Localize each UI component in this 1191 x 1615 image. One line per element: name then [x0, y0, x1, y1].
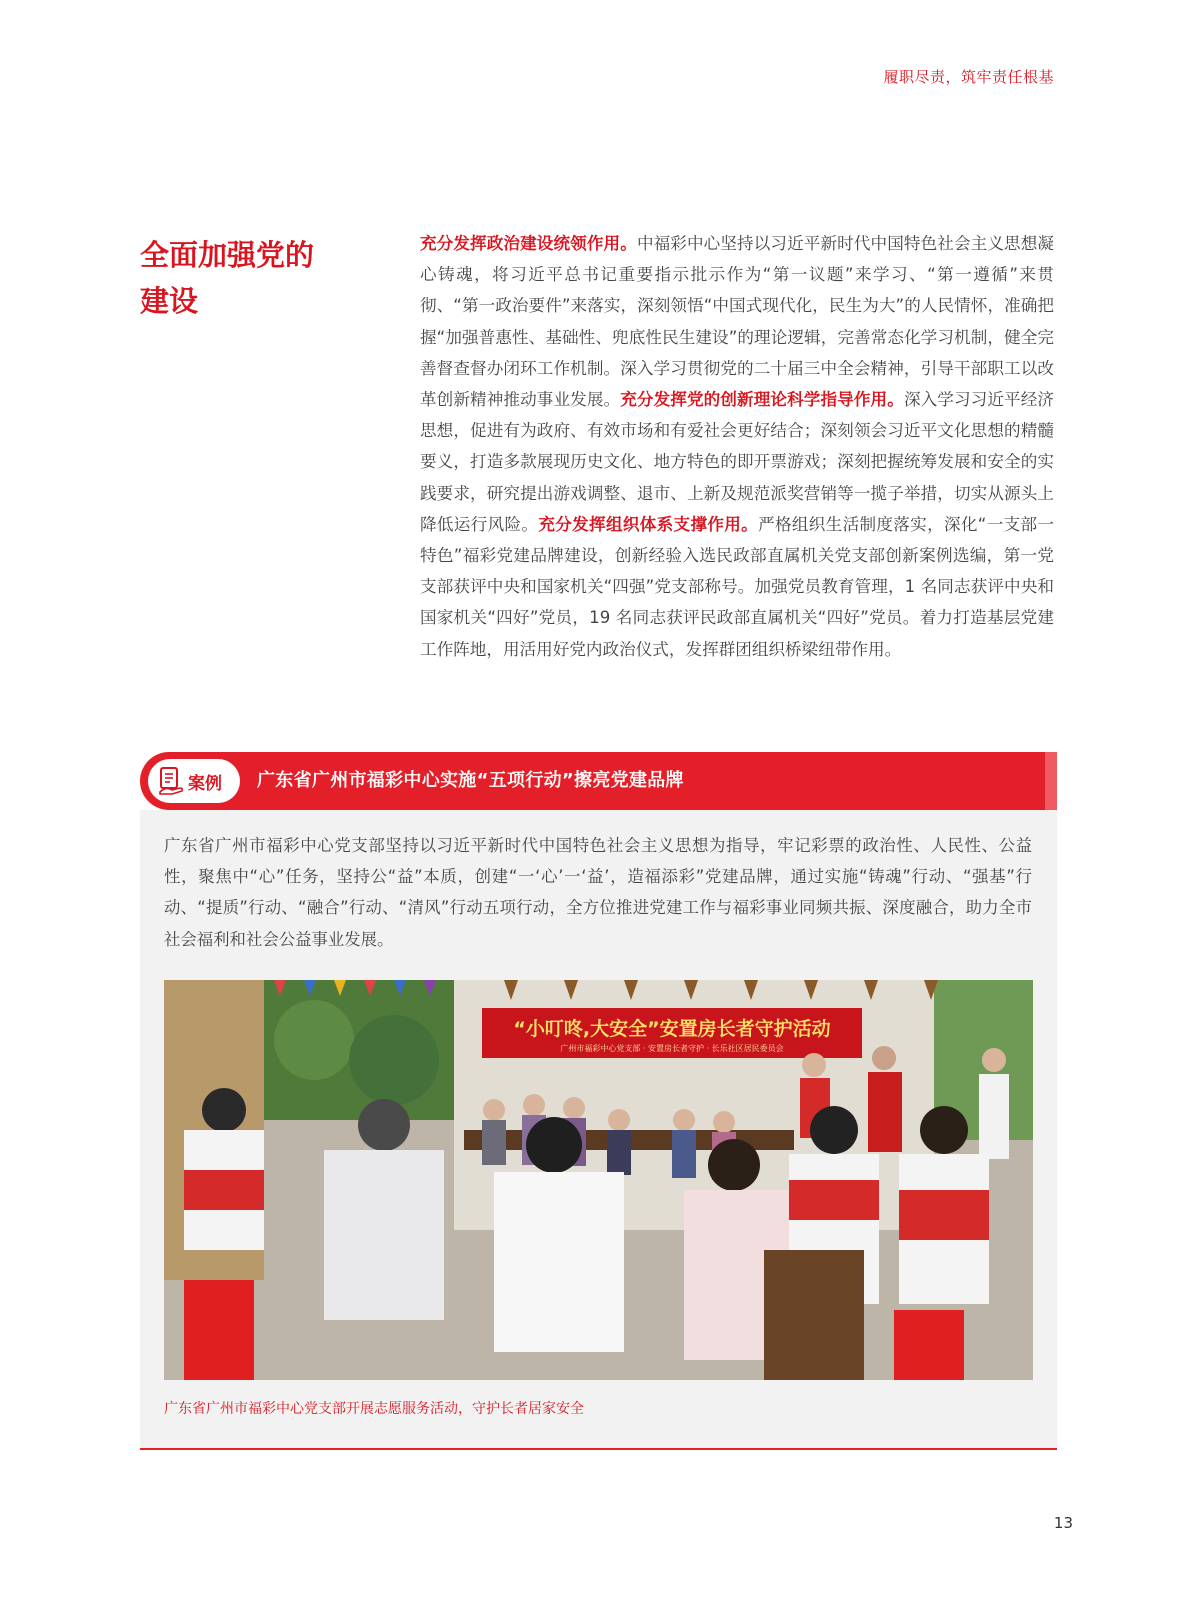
body-paragraph	[420, 228, 1054, 665]
paragraph-text: 深入学习习近平经济思想，促进有为政府、有效市场和有爱社会更好结合；深刻领会习近平文化思想的精髓要义，打造多款展现历史文化、地方特色的即开票游戏；深刻把握统筹发展和安全的实践要求，研究提出游戏调整、退市、上新及规范派奖营销等一揽子举措，切实从源头上降低运行风险。	[420, 390, 1055, 534]
photo-banner-text: “小叮咚,大安全”安置房长者守护活动	[513, 1018, 831, 1040]
case-badge	[148, 759, 240, 803]
highlight-phrase: 充分发挥党的创新理论科学指导作用。	[620, 390, 904, 410]
page-number: 13	[1053, 1514, 1073, 1532]
case-box	[140, 810, 1057, 1450]
case-label: 案例	[188, 773, 222, 794]
case-header-bar	[140, 752, 1057, 810]
section-title	[140, 232, 370, 324]
case-text: 广东省广州市福彩中心党支部坚持以习近平新时代中国特色社会主义思想为指导，牢记彩票的政治性、人民性、公益性，聚焦中“心”任务，坚持公“益”本质，创建“一‘心’一‘益’，造福添彩”党建品牌，通过实施“铸魂”行动、“强基”行动、“提质”行动、“融合”行动、“清风”行动五项行动，全方位推进党建工作与福彩事业同频共振、深度融合，助力全市社会福利和社会公益事业发展。	[164, 836, 1032, 949]
highlight-phrase: 充分发挥政治建设统领作用。	[420, 234, 637, 253]
bar-stripe	[1045, 752, 1057, 810]
highlight-phrase: 充分发挥组织体系支撑作用。	[538, 514, 759, 534]
event-photo	[164, 980, 1033, 1380]
section-title-line1: 全面加强党的	[140, 238, 315, 272]
header-tag: 履职尽责，筑牢责任根基	[883, 68, 1054, 86]
paragraph-text: 严格组织生活制度落实，深化“一支部一特色”福彩党建品牌建设，创新经验入选民政部直属机关党支部创新案例选编，第一党支部获评中央和国家机关“四强”党支部称号。加强党员教育管理，1 名同志获评中央和国家机关“四好”党员，19 名同志获评民政部直属机关“四好”党员。着力打造基层党建工作阵地，用活用好党内政治仪式，发挥群团组织桥梁纽带作用。	[420, 514, 1055, 659]
paragraph-text: 中福彩中心坚持以习近平新时代中国特色社会主义思想凝心铸魂，将习近平总书记重要指示批示作为“第一议题”来学习、“第一遵循”来贯彻、“第一政治要件”来落实，深刻领悟“中国式现代化，民生为大”的人民情怀，准确把握“加强普惠性、基础性、兜底性民生建设”的理论逻辑，完善常态化学习机制，健全完善督查督办闭环工作机制。深入学习贯彻党的二十届三中全会精神，引导干部职工以改革创新精神推动事业发展。	[420, 234, 1055, 410]
document-hand-icon	[158, 766, 184, 796]
case-title: 广东省广州市福彩中心实施“五项行动”擦亮党建品牌	[257, 770, 684, 791]
photo-caption: 广东省广州市福彩中心党支部开展志愿服务活动，守护长者居家安全	[164, 1401, 584, 1417]
section-title-line2: 建设	[140, 284, 199, 318]
photo-banner-subtext: 广州市福彩中心党支部 · 安置房长者守护 · 长乐社区居民委员会	[560, 1044, 784, 1053]
